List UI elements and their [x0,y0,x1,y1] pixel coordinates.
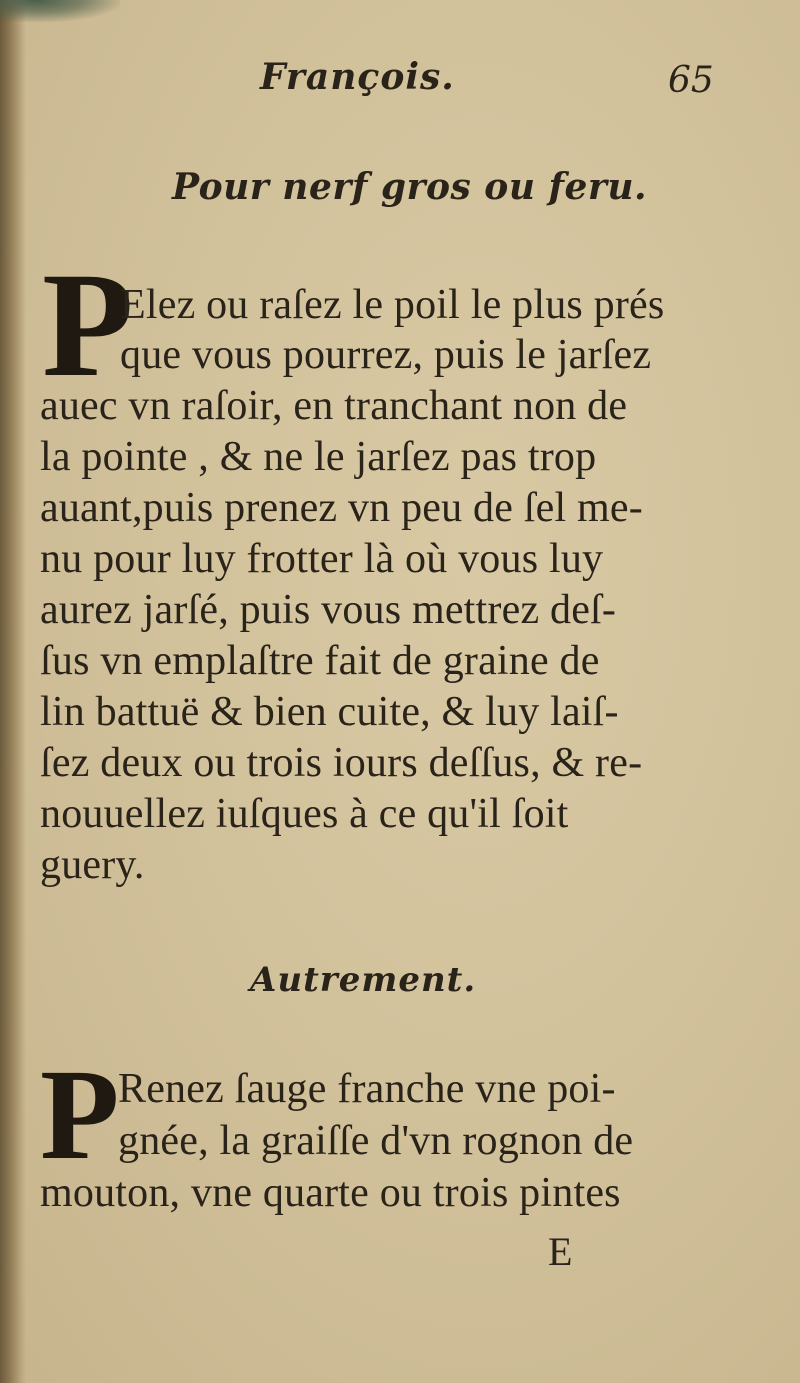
text-line: auant,puis prenez vn peu de ſel me- [40,485,643,531]
text-line: gnée, la graiſſe d'vn rognon de [118,1118,634,1164]
section-heading-autrement: Autrement. [250,960,477,1000]
text-line: ſez deux ou trois iours deſſus, & re- [40,740,643,786]
running-head: François. [260,56,455,98]
page-number: 65 [668,60,714,101]
text-line: Renez ſauge franche vne poi- [118,1066,616,1112]
corner-stain [0,0,120,22]
text-line: nu pour luy frotter là où vous luy [40,536,604,582]
text-line: que vous pourrez, puis le jarſez [120,332,652,378]
text-line: mouton, vne quarte ou trois pintes [40,1170,621,1216]
text-line: la pointe , & ne le jarſez pas trop [40,434,597,480]
catchword: E [548,1229,573,1274]
text-line: guery. [40,842,145,888]
binding-edge [0,0,26,1383]
text-line: ſus vn emplaſtre fait de graine de [40,638,600,684]
text-line: auec vn raſoir, en tranchant non de [40,383,628,429]
text-line: nouuellez iuſques à ce qu'il ſoit [40,791,569,837]
drop-cap-2: P [40,1043,120,1187]
drop-cap-1: P [42,242,134,408]
text-line: Elez ou raſez le poil le plus prés [120,282,665,328]
text-line: lin battuë & bien cuite, & luy laiſ- [40,689,619,735]
text-line: aurez jarſé, puis vous mettrez deſ- [40,587,617,633]
section-heading-nerf: Pour nerf gros ou feru. [172,166,648,208]
